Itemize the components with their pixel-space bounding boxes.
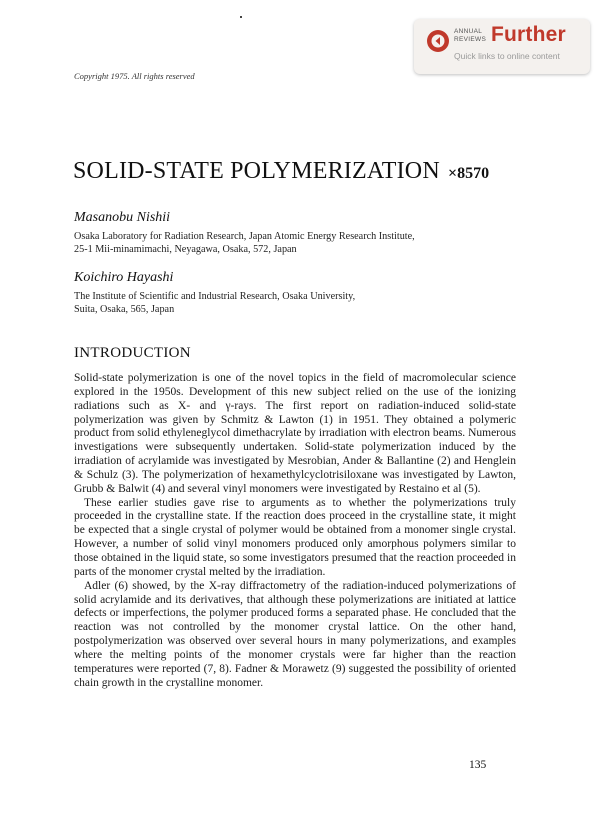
badge-reviews-label: REVIEWS — [454, 35, 487, 43]
badge-annual-label: ANNUAL — [454, 28, 483, 35]
badge-further-label: Further — [491, 23, 566, 46]
affiliation-line: The Institute of Scientific and Industrial Research, Osaka University, — [74, 291, 356, 302]
affiliation-line: Suita, Osaka, 565, Japan — [74, 304, 175, 315]
copyright-notice: Copyright 1975. All rights reserved — [74, 71, 195, 81]
body-paragraph: Adler (6) showed, by the X-ray diffractometry of the radiation-induced polymerizations of solid acrylamide and its derivatives, that although these polymerizations are initiated at lattice defects or imperfections, the polymer produced forms a separated phase. He concluded that the reaction was not controlled by the monomer crystal lattice. On the other hand, postpolymerization was observed over several hours in many polymerizations, and examples where the melting points of the monomer crystals were far higher than the reaction temperatures were reported (7, 8). Fadner & Morawetz (9) suggested the possibility of oriented chain growth in the crystalline monomer. — [74, 579, 516, 689]
author-affiliation — [74, 290, 355, 316]
body-paragraph: These earlier studies gave rise to arguments as to whether the polymerizations truly proceeded in the crystalline state. If the reaction does proceed in the crystalline state, it might be expected that a single crystal of polymer would be obtained from a monomer single crystal. However, a number of solid vinyl monomers produced only amorphous polymers similar to those obtained in the liquid state, so some investigators presumed that the reaction proceeded in parts of the monomer crystal melted by the irradiation. — [74, 496, 516, 578]
further-logo-icon — [426, 29, 450, 53]
annual-reviews-wordmark — [454, 28, 486, 43]
author-name: Koichiro Hayashi — [74, 270, 174, 285]
annual-reviews-further-badge[interactable] — [414, 19, 590, 74]
scan-speck — [240, 16, 242, 18]
article-title: SOLID-STATE POLYMERIZATION — [73, 158, 440, 184]
section-body — [74, 372, 516, 690]
page-number: 135 — [469, 759, 487, 771]
affiliation-line: Osaka Laboratory for Radiation Research, Japan Atomic Energy Research Institute, — [74, 231, 415, 242]
affiliation-line: 25-1 Mii-minamimachi, Neyagawa, Osaka, 572, Japan — [74, 244, 297, 255]
article-code: ×8570 — [448, 165, 490, 182]
badge-subtitle: Quick links to online content — [454, 51, 560, 61]
body-paragraph: Solid-state polymerization is one of the novel topics in the field of macromolecular science explored in the 1950s. Development of this new subject relied on the use of the ionizing radiations such as X- and γ-rays. The first report on radiation-induced solid-state polymerization was given by Schmitz & Lawton (1) in 1951. They obtained a polymeric product from solid ethyleneglycol dimethacrylate by irradiation with electron beams. Numerous investigations were subsequently undertaken. Solid-state polymerization induced by the irradiation of acrylamide was investigated by Mesrobian, Ander & Ballantine (2) and Henglein & Schulz (3). The polymerization of hexamethylcyclotrisiloxane was investigated by Lawton, Grubb & Balwit (4) and several vinyl monomers were investigated by Restaino et al (5). — [74, 372, 516, 495]
section-heading: INTRODUCTION — [74, 345, 191, 361]
author-name: Masanobu Nishii — [74, 210, 171, 225]
author-affiliation — [74, 230, 415, 256]
